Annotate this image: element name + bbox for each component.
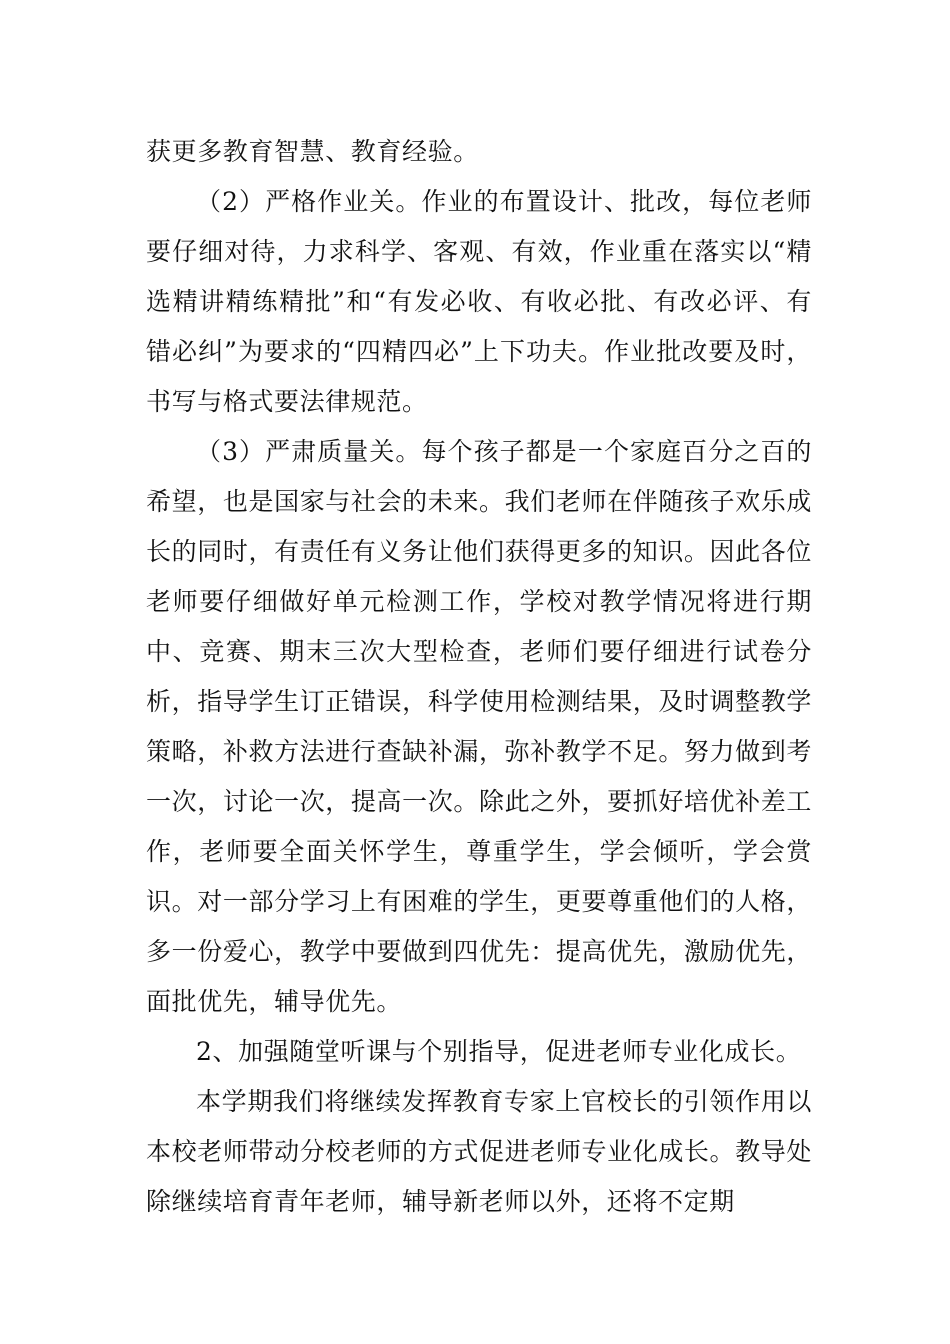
paragraph-4: 2、加强随堂听课与个别指导，促进老师专业化成长。	[196, 1037, 802, 1066]
paragraph-1: 获更多教育智慧、教育经验。	[146, 137, 479, 166]
paragraph-2: （2）严格作业关。作业的布置设计、批改，每位老师要仔细对待，力求科学、客观、有效，作业重在落实以“精选精讲精练精批”和“有发必收、有收必批、有改必评、有错必纠”为要求的“四精四必”上下功夫。作业批改要及时，书写与格式要法律规范。	[146, 187, 812, 416]
document-body	[146, 127, 812, 1227]
paragraph-3: （3）严肃质量关。每个孩子都是一个家庭百分之百的希望，也是国家与社会的未来。我们老师在伴随孩子欢乐成长的同时，有责任有义务让他们获得更多的知识。因此各位老师要仔细做好单元检测工作，学校对教学情况将进行期中、竞赛、期末三次大型检查，老师们要仔细进行试卷分析，指导学生订正错误，科学使用检测结果，及时调整教学策略，补救方法进行查缺补漏，弥补教学不足。努力做到考一次，讨论一次，提高一次。除此之外，要抓好培优补差工作，老师要全面关怀学生，尊重学生，学会倾听，学会赏识。对一部分学习上有困难的学生，更要尊重他们的人格，多一份爱心，教学中要做到四优先：提高优先，激励优先，面批优先，辅导优先。	[146, 437, 812, 1016]
paragraph-5: 本学期我们将继续发挥教育专家上官校长的引领作用以本校老师带动分校老师的方式促进老师专业化成长。教导处除继续培育青年老师，辅导新老师以外，还将不定期	[146, 1087, 812, 1216]
